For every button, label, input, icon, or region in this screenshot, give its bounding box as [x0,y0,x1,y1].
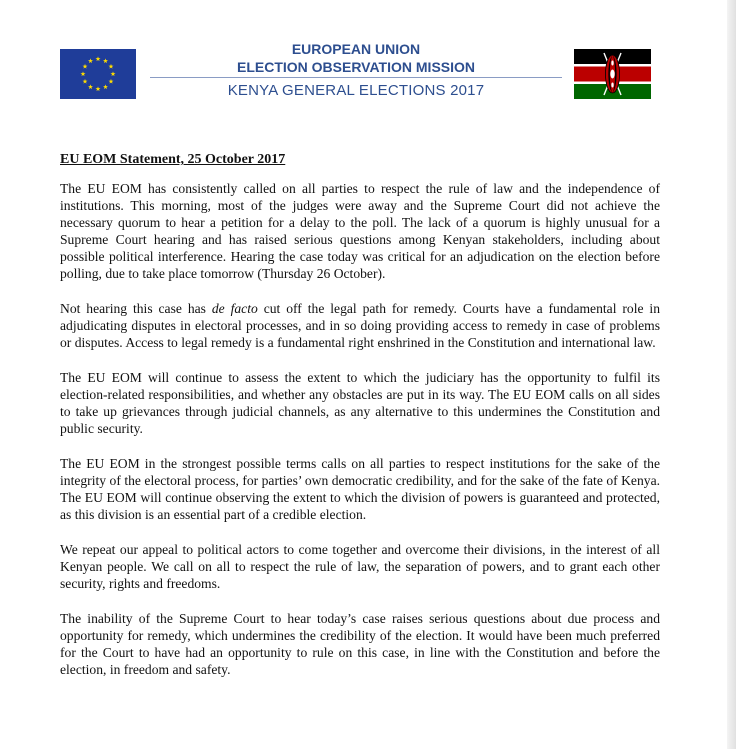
paragraph-3: The EU EOM will continue to assess the extent to which the judiciary has the opportunity to fulfil its election-related responsibilities, and whether any obstacles are put in its way. The EU EOM calls on all sides to take up grievances through judicial channels, as any alternative to this undermines the Constitution and public security. [60,370,660,436]
paragraph-2 [60,300,660,351]
eu-star-icon [109,79,114,84]
document-header [60,38,652,102]
eu-star-icon [103,84,108,89]
eu-star-icon [109,64,114,69]
paragraph-2-rest: cut off the legal path for remedy. Courts have a fundamental role in adjudicating disputes in electoral processes, and in so doing providing access to remedy in case of problems or disputes. Access to legal remedy is a fundamental right enshrined in the Constitution and international law. [60,301,661,350]
paragraph-5: We repeat our appeal to political actors to come together and overcome their divisions, in the interest of all Kenyan people. We call on all to respect the rule of law, the separation of powers, and to grant each other security, rights and freedoms. [60,542,660,591]
kenya-flag-icon [574,49,651,99]
maasai-shield-icon [604,53,621,95]
eu-flag-icon [60,49,136,99]
event-title: KENYA GENERAL ELECTIONS 2017 [227,82,485,99]
paragraph-2-lead: Not hearing this case has [60,301,212,316]
eu-stars-ring [60,49,136,99]
eu-star-icon [96,86,101,91]
page-edge-shadow [727,0,736,749]
kenya-flag-graphic [574,49,651,99]
eu-star-icon [83,64,88,69]
eu-star-icon [88,84,93,89]
eu-star-icon [83,79,88,84]
paragraph-4: The EU EOM in the strongest possible terms calls on all parties to respect institutions for the sake of the integrity of the electoral process, for parties’ own democratic credibility, and for the sake of the fate of Kenya. The EU EOM will continue observing the extent to which the division of powers is guaranteed and protected, as this division is an essential part of a credible election. [60,456,660,522]
statement-title: EU EOM Statement, 25 October 2017 [60,152,286,167]
eu-star-icon [88,58,93,63]
eu-star-icon [103,58,108,63]
paragraph-1: The EU EOM has consistently called on all parties to respect the rule of law and the independence of institutions. This morning, most of the judges were away and the Supreme Court did not achieve the necessary quorum to hear a petition for a delay to the poll. The lack of a quorum is highly unusual for a Supreme Court hearing and has raised serious questions among Kenyan stakeholders, including about possible political interference. Hearing the case today was critical for an adjudication on the election before polling, due to take place tomorrow (Thursday 26 October). [60,181,660,281]
eu-star-icon [96,56,101,61]
paragraph-2-italic-term: de facto [211,301,258,316]
org-line-2: ELECTION OBSERVATION MISSION [236,59,476,75]
statement-body [60,150,660,696]
eu-star-icon [111,71,116,76]
org-line-1: EUROPEAN UNION [291,41,421,57]
mission-title-block [150,38,562,100]
paragraph-6: The inability of the Supreme Court to hear today’s case raises serious questions about due process and opportunity for remedy, which undermines the credibility of the election. It would have been much preferred for the Court to have had an opportunity to rule on this case, in line with the Constitution and before the election, in freedom and safety. [60,611,660,677]
header-divider [150,77,562,78]
eu-star-icon [81,71,86,76]
